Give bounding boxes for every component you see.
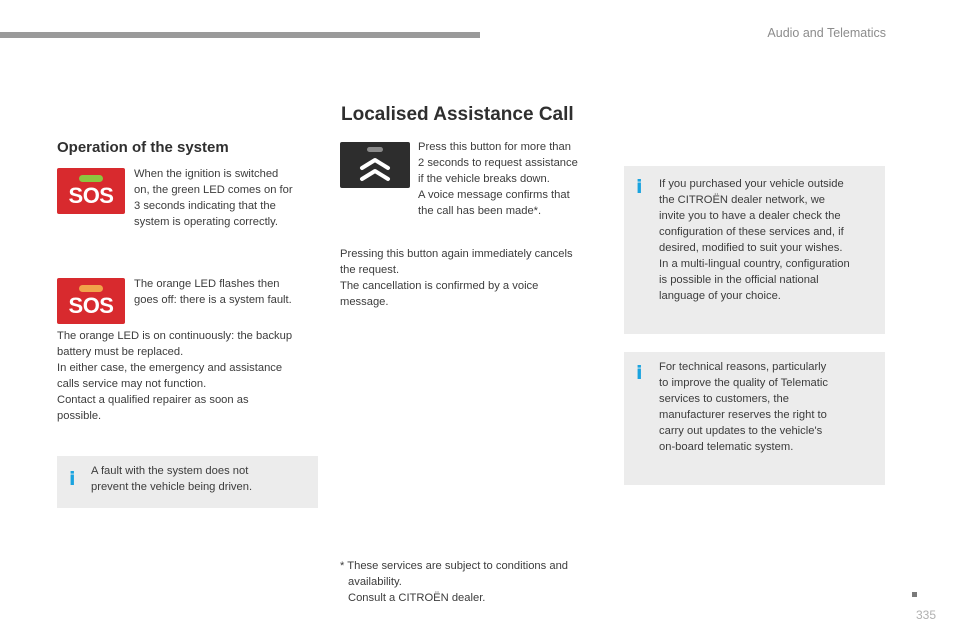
sos-button-orange-icon	[57, 278, 125, 324]
info-icon: i	[636, 362, 643, 384]
page-number: 335	[916, 608, 937, 622]
sos-button-green-icon	[57, 168, 125, 214]
info-box-fault	[57, 456, 318, 508]
info-icon: i	[69, 468, 76, 490]
running-header: Audio and Telematics	[767, 26, 886, 40]
citroen-chevrons-icon	[359, 155, 391, 183]
sos-label: SOS	[68, 293, 114, 318]
assistance-led-icon	[367, 147, 383, 152]
assistance-button-icon	[340, 142, 410, 188]
green-led-paragraph: When the ignition is switched on, the green LED comes on for 3 seconds indicating that the system is operating correctly.	[134, 168, 293, 228]
info-box-updates	[624, 352, 885, 485]
green-led-icon	[79, 175, 103, 182]
info-icon: i	[636, 176, 643, 198]
info-box-fault-text: A fault with the system does not prevent the vehicle being driven.	[91, 465, 253, 493]
orange-led-icon	[79, 285, 103, 292]
sos-label: SOS	[68, 183, 114, 208]
cancel-paragraph: Pressing this button again immediately cancels the request. The cancellation is confirmed by a voice message.	[340, 248, 573, 308]
footnote: * These services are subject to conditions and availability. Consult a CITROËN dealer.	[340, 560, 569, 604]
info-box-updates-text: For technical reasons, particularly to improve the quality of Telematic services to customers, the manufacturer reserves the right to carry out updates to the vehicle's on-board telematic system.	[659, 361, 828, 453]
orange-flash-paragraph: The orange LED flashes then goes off: there is a system fault.	[134, 278, 292, 306]
section-title-localised-assistance: Localised Assistance Call	[341, 104, 574, 125]
section-title-operation: Operation of the system	[57, 139, 229, 156]
top-rule	[0, 32, 480, 38]
orange-continuous-paragraph: The orange LED is on continuously: the backup battery must be replaced. In either case, the emergency and assistance calls service may not function. Contact a qualified repairer as soon as possible.	[57, 330, 293, 422]
press-button-paragraph: Press this button for more than 2 seconds to request assistance if the vehicle breaks down. A voice message confirms that the call has been made*.	[418, 141, 578, 217]
page-marker-icon	[912, 592, 917, 597]
info-box-dealer-text: If you purchased your vehicle outside the CITROËN dealer network, we invite you to have a dealer check the configuration of these services and, if desired, modified to suit your wishes. In a multi-lingual country, configuration is possible in the official national language of your choice.	[659, 178, 850, 302]
info-box-dealer	[624, 166, 885, 334]
